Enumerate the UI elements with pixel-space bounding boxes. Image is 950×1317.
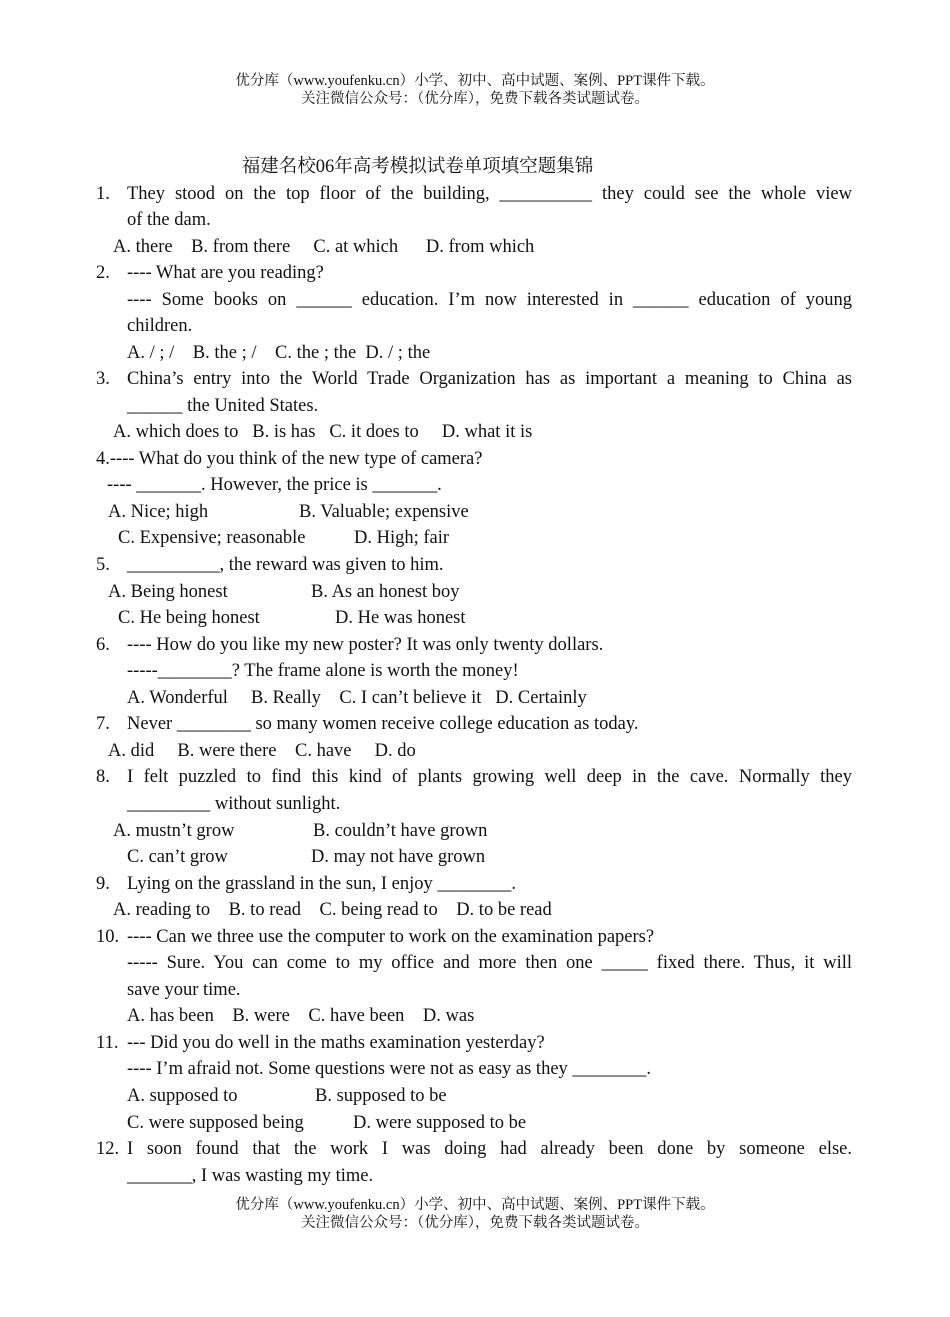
answer-option-a: A. Nice; high (108, 502, 209, 522)
question-text: of the dam. (127, 210, 211, 230)
question-number: 10. (96, 927, 120, 947)
question-text: __________, the reward was given to him. (127, 555, 444, 575)
answer-options: A. has been B. were C. have been D. was (127, 1006, 475, 1026)
question-text: ---- What do you think of the new type of camera? (109, 449, 483, 469)
answer-option-b: B. couldn’t have grown (313, 821, 488, 841)
question-text: ---- Some books on ______ education. I’m now interested in ______ education of young (127, 290, 852, 310)
question-number: 12. (96, 1139, 120, 1159)
question-text: _______, I was wasting my time. (127, 1166, 374, 1186)
answer-options: A. which does to B. is has C. it does to D. what it is (113, 422, 533, 442)
page-footer-line1: 优分库（www.youfenku.cn）小学、初中、高中试题、案例、PPT课件下载。 (235, 1197, 715, 1213)
question-number: 11. (96, 1033, 119, 1053)
answer-option-c: C. were supposed being (127, 1113, 304, 1133)
question-number: 5. (96, 555, 110, 575)
page-footer-line2: 关注微信公众号：（优分库），免费下载各类试题试卷。 (301, 1215, 649, 1231)
question-number: 7. (96, 714, 110, 734)
question-number: 3. (96, 369, 110, 389)
question-text: ---- What are you reading? (127, 263, 324, 283)
answer-option-c: C. Expensive; reasonable (118, 528, 306, 548)
question-text: I soon found that the work I was doing had already been done by someone else. (127, 1139, 852, 1159)
question-number: 6. (96, 635, 110, 655)
question-text: children. (127, 316, 193, 336)
answer-option-a: A. mustn’t grow (113, 821, 235, 841)
question-text: ______ the United States. (127, 396, 319, 416)
question-text: I felt puzzled to find this kind of plants growing well deep in the cave. Normally they (127, 767, 852, 787)
answer-option-b: B. Valuable; expensive (299, 502, 469, 522)
question-text: Never ________ so many women receive college education as today. (127, 714, 639, 734)
question-text: ----- Sure. You can come to my office and more then one _____ fixed there. Thus, it will (127, 953, 852, 973)
question-text: -----________? The frame alone is worth the money! (127, 661, 519, 681)
question-text: ---- _______. However, the price is _______. (107, 475, 442, 495)
answer-option-a: A. supposed to (127, 1086, 238, 1106)
question-text: ---- How do you like my new poster? It was only twenty dollars. (127, 635, 604, 655)
question-text: Lying on the grassland in the sun, I enjoy ________. (127, 874, 516, 894)
question-text: ---- Can we three use the computer to work on the examination papers? (127, 927, 655, 947)
answer-option-d: D. were supposed to be (353, 1113, 527, 1133)
page-header-line2: 关注微信公众号：（优分库），免费下载各类试题试卷。 (301, 91, 649, 107)
answer-option-d: D. He was honest (335, 608, 466, 628)
question-text: China’s entry into the World Trade Organization has as important a meaning to China as (127, 369, 852, 389)
question-text: --- Did you do well in the maths examination yesterday? (127, 1033, 545, 1053)
answer-option-c: C. He being honest (118, 608, 260, 628)
question-number: 1. (96, 184, 110, 204)
answer-options: A. Wonderful B. Really C. I can’t believe it D. Certainly (127, 688, 587, 708)
question-text: They stood on the top floor of the building, __________ they could see the whole view (127, 184, 852, 204)
answer-option-c: C. can’t grow (127, 847, 228, 867)
answer-options: A. there B. from there C. at which D. from which (113, 237, 535, 257)
answer-options: A. reading to B. to read C. being read to D. to be read (113, 900, 552, 920)
answer-options: A. / ; / B. the ; / C. the ; the D. / ; the (127, 343, 431, 363)
question-text: _________ without sunlight. (127, 794, 341, 814)
question-text: save your time. (127, 980, 241, 1000)
answer-option-b: B. supposed to be (315, 1086, 447, 1106)
question-number: 9. (96, 874, 110, 894)
document-title: 福建名校06年高考模拟试卷单项填空题集锦 (241, 157, 594, 177)
answer-option-d: D. High; fair (354, 528, 450, 548)
answer-option-a: A. Being honest (108, 582, 228, 602)
page-header-line1: 优分库（www.youfenku.cn）小学、初中、高中试题、案例、PPT课件下载。 (235, 73, 715, 89)
question-text: ---- I’m afraid not. Some questions were not as easy as they ________. (127, 1059, 652, 1079)
answer-option-d: D. may not have grown (311, 847, 486, 867)
question-number: 8. (96, 767, 110, 787)
answer-option-b: B. As an honest boy (311, 582, 460, 602)
answer-options: A. did B. were there C. have D. do (108, 741, 416, 761)
question-number-4: 4.---- What do you think of the new type of camera? (96, 449, 483, 469)
question-number: 2. (96, 263, 110, 283)
